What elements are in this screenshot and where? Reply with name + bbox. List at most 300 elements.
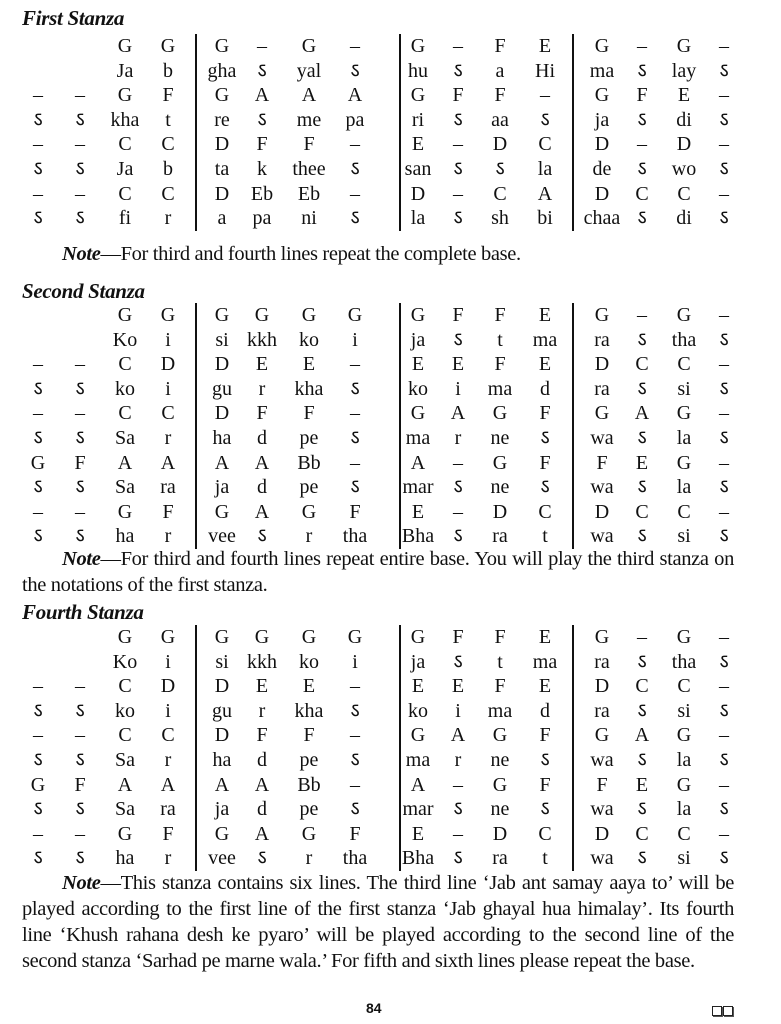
note-text: —For third and fourth lines repeat the complete base.	[100, 243, 521, 265]
note-cell: G	[676, 304, 692, 326]
lyric-cell: ऽ	[350, 207, 360, 230]
note-cell: F	[349, 822, 361, 845]
note-cell: E	[538, 353, 552, 376]
lyric-cell: ja	[214, 476, 230, 499]
note-label: Note	[62, 548, 101, 570]
note-cell: Eb	[297, 182, 321, 205]
note-cell: G	[594, 304, 610, 326]
note-second-stanza	[22, 546, 734, 598]
lyric-cell: d	[257, 748, 267, 771]
lyric-cell: wa	[590, 748, 614, 771]
note-cell: D	[492, 500, 508, 523]
note-cell: –	[453, 500, 463, 523]
note-cell: G	[117, 35, 133, 57]
bar-line	[399, 34, 401, 231]
double-box-icon	[712, 1006, 733, 1016]
lyric-cell: ऽ	[33, 426, 43, 449]
lyric-cell: ऽ	[75, 377, 85, 400]
note-cell: A	[254, 84, 270, 107]
note-cell: A	[254, 822, 270, 845]
lyric-cell: ऽ	[33, 699, 43, 722]
lyric-cell: mar	[402, 476, 434, 499]
lyric-cell: i	[455, 699, 461, 722]
note-cell: G	[492, 451, 508, 474]
lyric-cell: wa	[590, 847, 614, 870]
note-cell: F	[539, 773, 551, 796]
note-cell: E	[411, 353, 425, 376]
note-cell: A	[214, 451, 230, 474]
lyric-cell: Ja	[116, 157, 134, 180]
note-cell: D	[492, 133, 508, 156]
lyric-cell: ऽ	[453, 650, 463, 673]
box-glyph	[723, 1006, 733, 1016]
note-cell: –	[75, 84, 85, 107]
note-first-stanza	[22, 241, 734, 267]
lyric-cell: pe	[299, 748, 319, 771]
lyric-cell: ऽ	[637, 328, 647, 351]
note-cell: G	[30, 451, 46, 474]
note-cell: –	[75, 402, 85, 425]
note-cell: F	[596, 773, 608, 796]
lyric-cell: ऽ	[33, 157, 43, 180]
lyric-cell: ऽ	[719, 476, 729, 499]
note-cell: G	[117, 626, 133, 648]
note-cell: –	[350, 353, 360, 376]
lyric-cell: ऽ	[350, 59, 360, 82]
lyric-cell: Ja	[116, 59, 134, 82]
lyrics-row	[0, 59, 781, 84]
lyric-cell: r	[305, 525, 313, 548]
note-cell: D	[160, 353, 176, 376]
lyric-cell: ऽ	[257, 108, 267, 131]
note-cell: –	[33, 402, 43, 425]
lyric-cell: i	[352, 650, 358, 673]
lyric-cell: Ko	[112, 328, 138, 351]
note-cell: –	[719, 724, 729, 747]
lyric-cell: ऽ	[637, 157, 647, 180]
note-cell: –	[719, 451, 729, 474]
lyric-cell: ra	[594, 699, 610, 722]
note-cell: G	[117, 822, 133, 845]
note-cell: D	[214, 724, 230, 747]
lyric-cell: d	[257, 798, 267, 821]
section-title-first-stanza: First Stanza	[22, 6, 125, 30]
bar-line	[572, 303, 574, 549]
note-cell: C	[635, 675, 649, 698]
lyric-cell: Hi	[535, 59, 555, 82]
note-cell: F	[162, 822, 174, 845]
note-cell: E	[255, 353, 269, 376]
note-cell: F	[494, 353, 506, 376]
note-cell: D	[594, 500, 610, 523]
lyric-cell: si	[677, 377, 691, 400]
lyric-cell: r	[164, 426, 172, 449]
lyric-cell: ra	[594, 650, 610, 673]
note-cell: –	[453, 451, 463, 474]
note-cell: C	[538, 822, 552, 845]
lyric-cell: gha	[207, 59, 237, 82]
note-cell: D	[594, 822, 610, 845]
note-cell: –	[719, 353, 729, 376]
note-cell: –	[540, 84, 550, 107]
note-cell: A	[117, 451, 133, 474]
lyric-cell: ऽ	[637, 748, 647, 771]
note-cell: A	[450, 724, 466, 747]
note-cell: –	[719, 822, 729, 845]
note-cell: F	[303, 724, 315, 747]
lyric-cell: r	[164, 207, 172, 230]
note-cell: G	[301, 822, 317, 845]
lyric-cell: sh	[491, 207, 509, 230]
note-cell: –	[719, 500, 729, 523]
lyric-cell: ऽ	[719, 157, 729, 180]
lyric-cell: si	[677, 699, 691, 722]
note-cell: –	[453, 35, 463, 57]
lyric-cell: ऽ	[75, 476, 85, 499]
box-glyph	[712, 1006, 722, 1016]
lyric-cell: i	[165, 328, 171, 351]
note-cell: D	[594, 182, 610, 205]
note-cell: F	[303, 402, 315, 425]
note-cell: G	[594, 402, 610, 425]
notes-row	[0, 83, 781, 108]
note-cell: –	[637, 35, 647, 57]
lyric-cell: d	[257, 476, 267, 499]
note-cell: E	[411, 133, 425, 156]
lyric-cell: pe	[299, 798, 319, 821]
lyric-cell: ऽ	[75, 798, 85, 821]
note-cell: D	[594, 675, 610, 698]
lyric-cell: la	[410, 207, 426, 230]
note-cell: –	[719, 675, 729, 698]
lyric-cell: b	[163, 59, 173, 82]
lyric-cell: si	[215, 328, 229, 351]
lyric-cell: ja	[214, 798, 230, 821]
notes-row	[0, 625, 781, 650]
lyric-cell: ऽ	[637, 108, 647, 131]
lyric-cell: i	[165, 377, 171, 400]
note-cell: G	[160, 304, 176, 326]
lyric-cell: ऽ	[719, 650, 729, 673]
lyric-cell: wa	[590, 798, 614, 821]
lyric-cell: ऽ	[637, 798, 647, 821]
note-cell: –	[719, 773, 729, 796]
note-cell: –	[637, 626, 647, 648]
lyric-cell: ऽ	[719, 525, 729, 548]
note-cell: E	[538, 675, 552, 698]
lyric-cell: me	[296, 108, 322, 131]
lyrics-row	[0, 206, 781, 231]
note-cell: D	[594, 353, 610, 376]
lyric-cell: ra	[492, 847, 508, 870]
lyric-cell: ऽ	[495, 157, 505, 180]
note-cell: –	[33, 133, 43, 156]
note-cell: A	[117, 773, 133, 796]
lyric-cell: ha	[212, 426, 232, 449]
note-cell: G	[117, 304, 133, 326]
lyric-cell: r	[258, 699, 266, 722]
note-cell: G	[594, 626, 610, 648]
lyric-cell: ja	[410, 650, 426, 673]
note-cell: C	[161, 133, 175, 156]
lyric-cell: ऽ	[75, 207, 85, 230]
lyric-cell: ko	[115, 377, 135, 400]
lyric-cell: r	[164, 525, 172, 548]
note-cell: G	[214, 626, 230, 648]
note-cell: E	[411, 675, 425, 698]
lyric-cell: ऽ	[540, 748, 550, 771]
bar-line	[195, 625, 197, 871]
lyric-cell: kha	[110, 108, 140, 131]
notes-row	[0, 500, 781, 525]
note-cell: –	[350, 402, 360, 425]
lyrics-row	[0, 846, 781, 871]
lyric-cell: la	[676, 748, 692, 771]
lyric-cell: ja	[410, 328, 426, 351]
lyric-cell: ऽ	[637, 59, 647, 82]
lyric-cell: ऽ	[453, 798, 463, 821]
lyrics-row	[0, 108, 781, 133]
note-cell: C	[635, 822, 649, 845]
lyric-cell: ऽ	[637, 207, 647, 230]
note-cell: F	[74, 773, 86, 796]
lyric-cell: wo	[671, 157, 697, 180]
lyric-cell: ऽ	[33, 748, 43, 771]
lyric-cell: ऽ	[453, 476, 463, 499]
lyric-cell: r	[305, 847, 313, 870]
lyric-cell: r	[454, 426, 462, 449]
notation-table-second-stanza	[0, 303, 781, 549]
lyrics-row	[0, 328, 781, 353]
note-cell: D	[214, 182, 230, 205]
lyric-cell: chaa	[583, 207, 621, 230]
lyric-cell: ne	[490, 798, 510, 821]
notation-table-fourth-stanza	[0, 625, 781, 871]
lyric-cell: pa	[345, 108, 365, 131]
lyric-cell: yal	[296, 59, 322, 82]
notes-row	[0, 674, 781, 699]
lyric-cell: ne	[490, 476, 510, 499]
lyric-cell: vee	[208, 847, 236, 870]
lyric-cell: ऽ	[719, 207, 729, 230]
lyric-cell: pa	[252, 207, 272, 230]
note-cell: D	[492, 822, 508, 845]
note-cell: –	[453, 182, 463, 205]
note-cell: F	[303, 133, 315, 156]
note-cell: D	[410, 182, 426, 205]
lyric-cell: ko	[408, 699, 428, 722]
lyric-cell: la	[676, 798, 692, 821]
note-cell: –	[719, 304, 729, 326]
lyric-cell: wa	[590, 426, 614, 449]
lyrics-row	[0, 650, 781, 675]
lyric-cell: ma	[532, 650, 558, 673]
lyric-cell: ऽ	[719, 847, 729, 870]
lyric-cell: i	[165, 699, 171, 722]
lyric-cell: ma	[487, 699, 513, 722]
note-cell: C	[493, 182, 507, 205]
lyric-cell: ऽ	[75, 108, 85, 131]
note-cell: C	[677, 822, 691, 845]
note-cell: G	[254, 304, 270, 326]
lyric-cell: ऽ	[350, 699, 360, 722]
note-cell: –	[350, 724, 360, 747]
lyric-cell: ऽ	[453, 328, 463, 351]
note-cell: C	[118, 133, 132, 156]
note-cell: G	[117, 84, 133, 107]
note-cell: Bb	[297, 451, 321, 474]
lyric-cell: Sa	[115, 426, 135, 449]
note-cell: G	[676, 724, 692, 747]
lyric-cell: tha	[671, 650, 697, 673]
note-cell: C	[635, 500, 649, 523]
lyric-cell: ऽ	[350, 377, 360, 400]
lyric-cell: ra	[160, 476, 176, 499]
lyric-cell: ne	[490, 748, 510, 771]
lyric-cell: ऽ	[33, 108, 43, 131]
note-cell: G	[214, 822, 230, 845]
note-cell: G	[30, 773, 46, 796]
note-cell: E	[451, 675, 465, 698]
lyric-cell: ऽ	[75, 525, 85, 548]
lyrics-row	[0, 699, 781, 724]
bar-line	[572, 34, 574, 231]
note-cell: –	[33, 724, 43, 747]
lyric-cell: r	[454, 748, 462, 771]
note-cell: E	[635, 773, 649, 796]
lyric-cell: ja	[594, 108, 610, 131]
note-cell: C	[635, 182, 649, 205]
lyric-cell: ko	[299, 650, 319, 673]
lyric-cell: ऽ	[350, 748, 360, 771]
note-cell: A	[254, 500, 270, 523]
lyric-cell: bi	[537, 207, 553, 230]
note-cell: A	[347, 84, 363, 107]
note-cell: G	[410, 402, 426, 425]
lyric-cell: la	[537, 157, 553, 180]
lyric-cell: ri	[411, 108, 425, 131]
note-cell: G	[676, 773, 692, 796]
note-cell: F	[256, 133, 268, 156]
lyric-cell: Sa	[115, 798, 135, 821]
lyrics-row	[0, 748, 781, 773]
note-cell: C	[118, 675, 132, 698]
lyric-cell: tha	[342, 525, 368, 548]
note-cell: –	[719, 84, 729, 107]
bar-line	[399, 303, 401, 549]
note-cell: E	[538, 304, 552, 326]
note-cell: C	[118, 182, 132, 205]
lyric-cell: ma	[405, 748, 431, 771]
note-cell: F	[539, 402, 551, 425]
lyric-cell: si	[215, 650, 229, 673]
notes-row	[0, 401, 781, 426]
lyric-cell: ऽ	[719, 798, 729, 821]
lyric-cell: ऽ	[75, 748, 85, 771]
lyric-cell: ऽ	[75, 426, 85, 449]
note-cell: C	[538, 133, 552, 156]
lyrics-row	[0, 797, 781, 822]
note-cell: D	[214, 402, 230, 425]
bar-line	[195, 34, 197, 231]
lyric-cell: i	[165, 650, 171, 673]
lyric-cell: ऽ	[33, 377, 43, 400]
lyric-cell: ऽ	[637, 525, 647, 548]
note-cell: F	[349, 500, 361, 523]
note-cell: G	[160, 626, 176, 648]
note-cell: D	[676, 133, 692, 156]
note-cell: G	[301, 500, 317, 523]
lyric-cell: Bha	[401, 525, 435, 548]
note-cell: F	[452, 626, 464, 648]
note-text: —For third and fourth lines repeat entire base. You will play the third stanza on the notations of the first stanza.	[22, 548, 734, 596]
lyric-cell: d	[540, 377, 550, 400]
note-cell: E	[538, 626, 552, 648]
note-cell: E	[677, 84, 691, 107]
note-cell: D	[214, 675, 230, 698]
note-cell: C	[118, 353, 132, 376]
note-cell: Bb	[297, 773, 321, 796]
bar-line	[399, 625, 401, 871]
lyric-cell: mar	[402, 798, 434, 821]
lyric-cell: la	[676, 476, 692, 499]
note-cell: F	[452, 304, 464, 326]
lyric-cell: kha	[294, 699, 324, 722]
note-cell: E	[635, 451, 649, 474]
note-cell: –	[453, 773, 463, 796]
note-cell: –	[350, 182, 360, 205]
note-cell: F	[494, 304, 506, 326]
lyric-cell: ko	[408, 377, 428, 400]
note-cell: –	[75, 822, 85, 845]
lyric-cell: ऽ	[540, 476, 550, 499]
lyric-cell: ma	[589, 59, 615, 82]
note-cell: –	[350, 35, 360, 57]
lyric-cell: ऽ	[719, 328, 729, 351]
note-cell: C	[118, 724, 132, 747]
note-cell: –	[719, 35, 729, 57]
note-cell: G	[214, 84, 230, 107]
note-cell: C	[161, 182, 175, 205]
lyric-cell: ha	[115, 525, 135, 548]
lyric-cell: tha	[342, 847, 368, 870]
note-cell: D	[594, 133, 610, 156]
lyric-cell: ऽ	[540, 426, 550, 449]
note-cell: D	[160, 675, 176, 698]
lyric-cell: i	[352, 328, 358, 351]
note-cell: A	[537, 182, 553, 205]
note-cell: F	[494, 35, 506, 57]
lyric-cell: aa	[491, 108, 509, 131]
lyric-cell: d	[257, 426, 267, 449]
note-cell: F	[162, 500, 174, 523]
note-cell: C	[677, 675, 691, 698]
note-cell: A	[254, 773, 270, 796]
lyric-cell: ma	[487, 377, 513, 400]
note-cell: A	[410, 451, 426, 474]
lyric-cell: ऽ	[453, 157, 463, 180]
lyric-cell: ऽ	[75, 847, 85, 870]
note-cell: E	[302, 675, 316, 698]
note-cell: E	[411, 500, 425, 523]
note-cell: G	[594, 84, 610, 107]
note-cell: –	[33, 182, 43, 205]
lyric-cell: ऽ	[719, 108, 729, 131]
note-cell: –	[257, 35, 267, 57]
note-cell: F	[636, 84, 648, 107]
note-cell: –	[350, 133, 360, 156]
note-cell: –	[350, 451, 360, 474]
